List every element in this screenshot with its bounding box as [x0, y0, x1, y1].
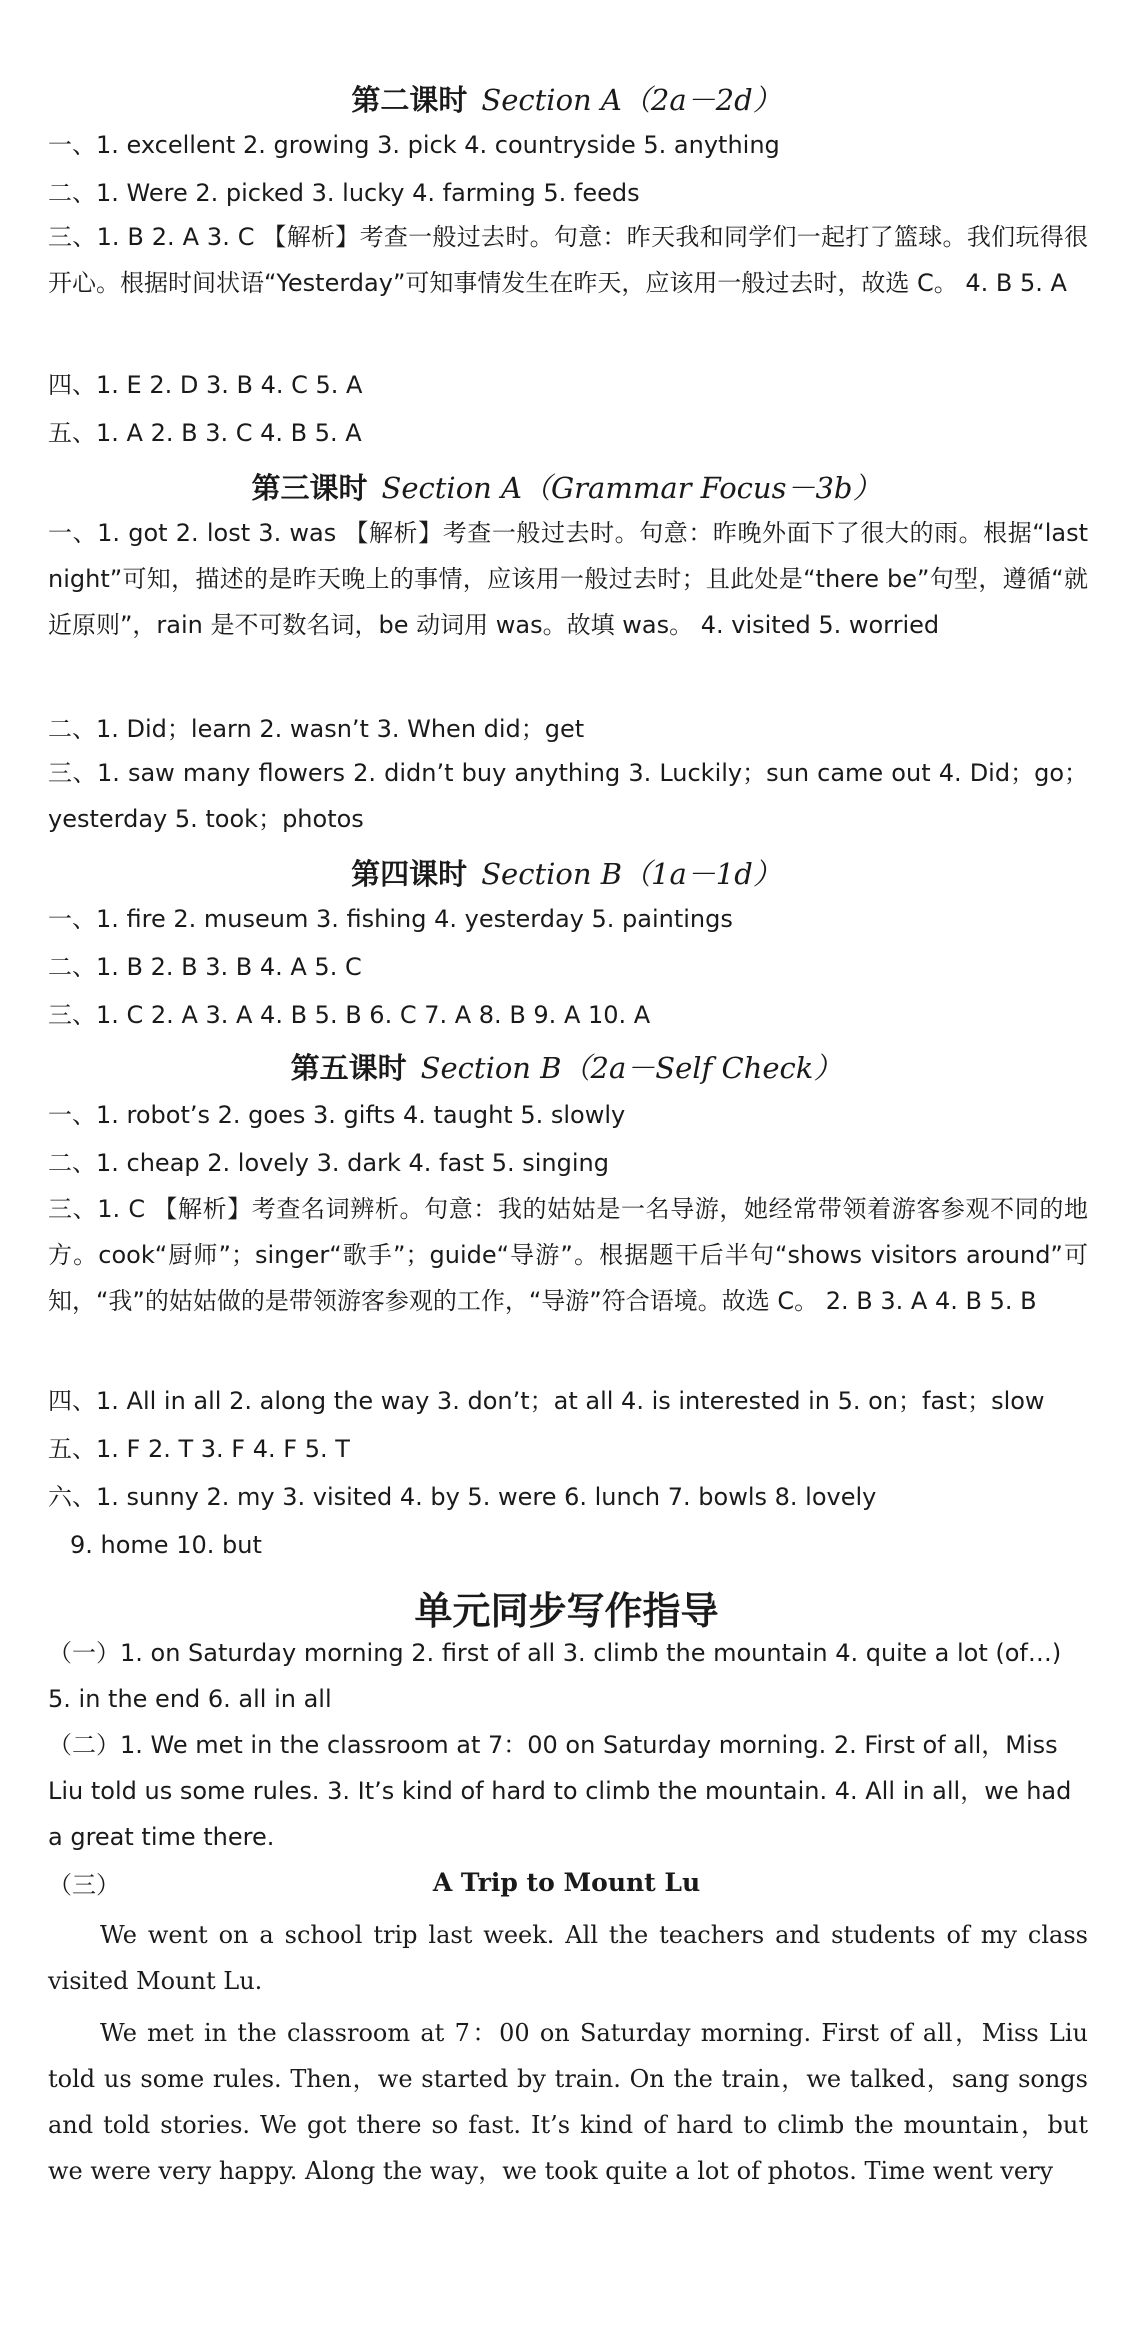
lesson5-q3: 三、1. C 【解析】考查名词辨析。句意：我的姑姑是一名导游，她经常带领着游客参观不同的地方。cook“厨师”；singer“歌手”；guide“导游”。根据题干后半句“shows visitors around”可知，“我”的姑姑做的是带领游客参观的工作，“导游”符合语境。故选 C。 2. B 3. A 4. B 5. B [48, 1195, 1088, 1315]
lesson2-title-en: Section A（2a－2d） [481, 83, 782, 117]
lesson2-q2: 二、1. Were 2. picked 3. lucky 4. farming 5. feeds [48, 179, 640, 207]
lesson5-q6a: 六、1. sunny 2. my 3. visited 4. by 5. were 6. lunch 7. bowls 8. lovely [48, 1483, 877, 1511]
lesson5-q5: 五、1. F 2. T 3. F 4. F 5. T [48, 1435, 350, 1463]
lesson4-title-en: Section B（1a－1d） [481, 857, 782, 891]
lesson2-q3: 三、1. B 2. A 3. C 【解析】考查一般过去时。句意：昨天我和同学们一起打了篮球。我们玩得很开心。根据时间状语“Yesterday”可知事情发生在昨天，应该用一般过去时，故选 C。 4. B 5. A [48, 223, 1088, 297]
essay-paragraph-2: We met in the classroom at 7：00 on Saturday morning. First of all，Miss Liu told us some rules. Then，we started by train. On the train，we talked，sang songs and told stories. We got there so fast. It’s kind of hard to climb the mountain，but we were very happy. Along the way，we took quite a lot of photos. Time went very [48, 2019, 1088, 2185]
lesson4-q2: 二、1. B 2. B 3. B 4. A 5. C [48, 953, 362, 981]
lesson5-heading [0, 1046, 1133, 1087]
lesson5-q6b: 9. home 10. but [70, 1531, 262, 1559]
writing-part1: （一）1. on Saturday morning 2. first of all 3. climb the mountain 4. quite a lot (of…) 5. in the end 6. all in all [48, 1639, 1062, 1713]
writing-part3-label: （三） [48, 1871, 120, 1899]
writing-part2: （二）1. We met in the classroom at 7：00 on Saturday morning. 2. First of all，Miss Liu told us some rules. 3. It’s kind of hard to climb the mountain. 4. All in all，we had a great time there. [48, 1731, 1072, 1851]
lesson4-title-cn: 第四课时 [351, 857, 468, 891]
lesson5-title-en: Section B（2a－Self Check） [420, 1051, 843, 1085]
lesson2-q1: 一、1. excellent 2. growing 3. pick 4. countryside 5. anything [48, 131, 780, 159]
essay-paragraph-1: We went on a school trip last week. All the teachers and students of my class visited Mount Lu. [48, 1921, 1088, 1995]
writing-guide-title: 单元同步写作指导 [414, 1589, 719, 1633]
lesson5-title-cn: 第五课时 [290, 1051, 407, 1085]
lesson2-heading [0, 78, 1133, 119]
lesson3-title-cn: 第三课时 [251, 471, 368, 505]
lesson4-q1: 一、1. fire 2. museum 3. fishing 4. yesterday 5. paintings [48, 905, 733, 933]
lesson3-q1: 一、1. got 2. lost 3. was 【解析】考查一般过去时。句意：昨晚外面下了很大的雨。根据“last night”可知，描述的是昨天晚上的事情，应该用一般过去时；且此处是“there be”句型，遵循“就近原则”，rain 是不可数名词，be 动词用 was。故填 was。 4. visited 5. worried [48, 519, 1088, 639]
lesson5-q1: 一、1. robot’s 2. goes 3. gifts 4. taught 5. slowly [48, 1101, 626, 1129]
lesson2-title-cn: 第二课时 [351, 83, 468, 117]
lesson3-heading [0, 466, 1133, 507]
lesson4-heading [0, 852, 1133, 893]
lesson4-q3: 三、1. C 2. A 3. A 4. B 5. B 6. C 7. A 8. B 9. A 10. A [48, 1001, 651, 1029]
lesson3-q2: 二、1. Did；learn 2. wasn’t 3. When did；get [48, 715, 585, 743]
lesson2-q4: 四、1. E 2. D 3. B 4. C 5. A [48, 371, 363, 399]
essay-title: A Trip to Mount Lu [432, 1868, 701, 1897]
lesson3-title-en: Section A（Grammar Focus－3b） [381, 471, 882, 505]
lesson5-q2: 二、1. cheap 2. lovely 3. dark 4. fast 5. singing [48, 1149, 609, 1177]
lesson5-q4: 四、1. All in all 2. along the way 3. don’t；at all 4. is interested in 5. on；fast；slow [48, 1387, 1045, 1415]
lesson2-q5: 五、1. A 2. B 3. C 4. B 5. A [48, 419, 362, 447]
lesson3-q3: 三、1. saw many flowers 2. didn’t buy anything 3. Luckily；sun came out 4. Did；go；yesterday 5. took；photos [48, 759, 1088, 833]
